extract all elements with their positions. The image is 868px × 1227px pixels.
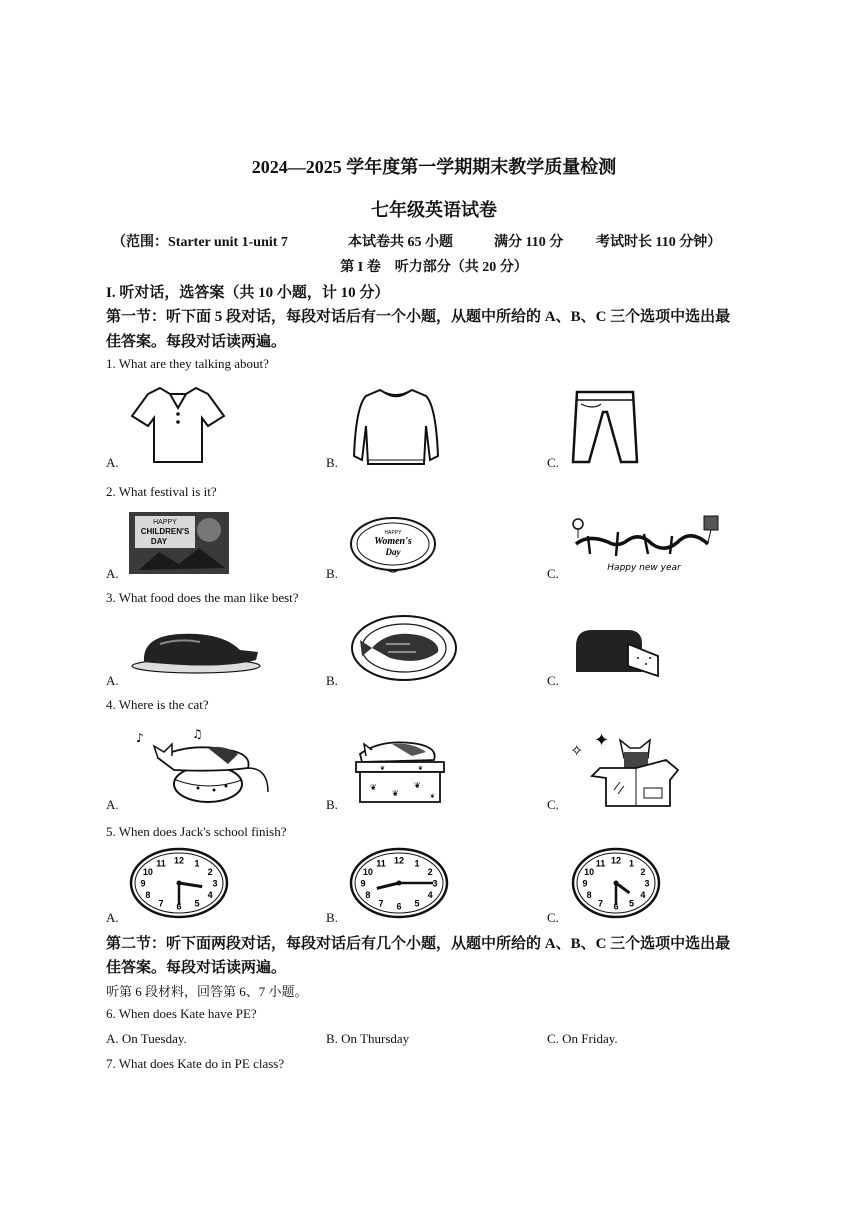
card-line-3: DAY <box>150 537 168 546</box>
svg-text:❦: ❦ <box>430 794 436 800</box>
svg-text:11: 11 <box>156 858 166 869</box>
svg-text:3: 3 <box>212 878 218 889</box>
card-line-2: CHILDREN'S <box>140 527 190 536</box>
svg-text:7: 7 <box>158 898 164 909</box>
new-year-greeting-icon <box>568 514 724 576</box>
cat-on-box-icon <box>352 736 448 804</box>
svg-text:7: 7 <box>597 898 604 909</box>
cat-in-box-icon <box>570 730 694 808</box>
section-heading: I. 听对话，选答案（共 10 小题，计 10 分） <box>106 285 390 301</box>
womens-day-badge-icon <box>348 514 438 574</box>
greeting-script: Happy new year <box>607 563 681 573</box>
svg-text:4: 4 <box>427 890 433 900</box>
svg-text:5: 5 <box>414 898 420 909</box>
exam-subtitle: 七年级英语试卷 <box>371 200 497 220</box>
svg-text:5: 5 <box>628 898 635 909</box>
svg-text:❦: ❦ <box>418 766 424 772</box>
clock-icon <box>128 846 230 920</box>
svg-text:✦: ✦ <box>594 730 610 750</box>
option-4b[interactable]: B. <box>326 797 338 812</box>
badge-line-3: Day <box>385 547 401 557</box>
option-2a[interactable]: A. <box>106 566 119 581</box>
svg-text:2: 2 <box>640 867 646 877</box>
svg-text:10: 10 <box>362 867 373 877</box>
svg-text:❦: ❦ <box>370 783 377 792</box>
option-6c[interactable]: C. On Friday. <box>547 1031 618 1046</box>
svg-text:3: 3 <box>432 878 438 889</box>
option-4a[interactable]: A. <box>106 797 119 812</box>
svg-text:9: 9 <box>140 878 146 889</box>
svg-text:5: 5 <box>194 898 200 909</box>
svg-text:✧: ✧ <box>570 743 584 760</box>
svg-text:4: 4 <box>207 890 213 900</box>
svg-text:7: 7 <box>378 898 384 909</box>
section1-instruction-line1: 第一节：听下面 5 段对话，每段对话后有一个小题，从题中所给的 A、B、C 三个选项中选出最 <box>106 309 731 325</box>
exam-question-count: 本试卷共 65 小题 <box>348 235 453 250</box>
badge-line-1: HAPPY <box>384 530 402 536</box>
svg-text:8: 8 <box>365 890 371 900</box>
svg-text:2: 2 <box>207 867 213 877</box>
card-line-1: HAPPY <box>153 519 177 526</box>
option-5b[interactable]: B. <box>326 910 338 925</box>
svg-text:1: 1 <box>628 858 635 869</box>
svg-text:12: 12 <box>173 855 185 866</box>
svg-text:10: 10 <box>142 867 153 877</box>
sweater-icon <box>350 386 442 468</box>
question-5: 5. When does Jack's school finish? <box>106 824 287 839</box>
option-1c[interactable]: C. <box>547 455 559 470</box>
svg-text:♪: ♪ <box>136 731 144 745</box>
badge-line-2: Women's <box>374 536 412 547</box>
option-1a[interactable]: A. <box>106 455 119 470</box>
svg-text:2: 2 <box>427 867 433 877</box>
option-5a[interactable]: A. <box>106 910 119 925</box>
svg-text:♫: ♫ <box>192 728 203 741</box>
svg-text:8: 8 <box>145 890 151 900</box>
svg-text:12: 12 <box>610 855 622 866</box>
svg-text:9: 9 <box>360 878 366 889</box>
childrens-day-card-icon <box>129 512 229 574</box>
svg-text:6: 6 <box>396 901 402 912</box>
exam-full-score: 满分 110 分 <box>494 235 564 250</box>
svg-text:4: 4 <box>640 890 646 900</box>
option-5c[interactable]: C. <box>547 910 559 925</box>
svg-text:6: 6 <box>176 901 182 912</box>
svg-text:❦: ❦ <box>414 781 421 790</box>
question-3: 3. What food does the man like best? <box>106 590 299 605</box>
option-2c[interactable]: C. <box>547 566 559 581</box>
option-6b[interactable]: B. On Thursday <box>326 1031 410 1046</box>
exam-duration: 考试时长 110 分钟） <box>596 235 722 250</box>
svg-text:8: 8 <box>586 890 592 900</box>
svg-text:1: 1 <box>194 858 200 869</box>
question-7: 7. What does Kate do in PE class? <box>106 1056 285 1071</box>
polo-shirt-icon <box>130 384 226 466</box>
clock-icon <box>570 846 662 920</box>
exam-scope: （范围：Starter unit 1-unit 7 <box>112 235 288 250</box>
exam-title: 2024—2025 学年度第一学期期末教学质量检测 <box>251 157 617 177</box>
svg-text:11: 11 <box>376 858 386 869</box>
option-3b[interactable]: B. <box>326 673 338 688</box>
section2-instruction-line1: 第二节：听下面两段对话，每段对话后有几个小题，从题中所给的 A、B、C 三个选项中选出最 <box>106 936 731 952</box>
pants-icon <box>571 388 639 466</box>
svg-text:9: 9 <box>582 878 588 889</box>
option-4c[interactable]: C. <box>547 797 559 812</box>
option-3c[interactable]: C. <box>547 673 559 688</box>
material-note: 听第 6 段材料，回答第 6、7 小题。 <box>106 984 308 999</box>
svg-text:6: 6 <box>613 901 619 912</box>
svg-text:❦: ❦ <box>392 789 399 798</box>
clock-icon <box>348 846 450 920</box>
question-2: 2. What festival is it? <box>106 484 217 499</box>
section2-instruction-line2: 佳答案。每段对话读两遍。 <box>106 960 287 976</box>
svg-text:1: 1 <box>414 858 420 869</box>
option-2b[interactable]: B. <box>326 566 338 581</box>
svg-text:3: 3 <box>644 878 650 889</box>
svg-text:10: 10 <box>584 867 595 877</box>
fish-plate-icon <box>350 614 458 682</box>
question-1: 1. What are they talking about? <box>106 356 269 371</box>
bread-loaf-icon <box>572 626 664 680</box>
option-3a[interactable]: A. <box>106 673 119 688</box>
svg-text:12: 12 <box>393 855 405 866</box>
section1-instruction-line2: 佳答案。每段对话读两遍。 <box>106 334 287 350</box>
roast-chicken-icon <box>130 628 266 674</box>
svg-text:11: 11 <box>595 858 606 869</box>
svg-text:❦: ❦ <box>380 766 386 772</box>
part-heading: 第 I 卷 听力部分（共 20 分） <box>340 260 528 275</box>
question-4: 4. Where is the cat? <box>106 697 209 712</box>
question-6: 6. When does Kate have PE? <box>106 1006 257 1021</box>
option-6a[interactable]: A. On Tuesday. <box>106 1031 187 1046</box>
cat-on-cake-icon <box>128 728 278 804</box>
option-1b[interactable]: B. <box>326 455 338 470</box>
